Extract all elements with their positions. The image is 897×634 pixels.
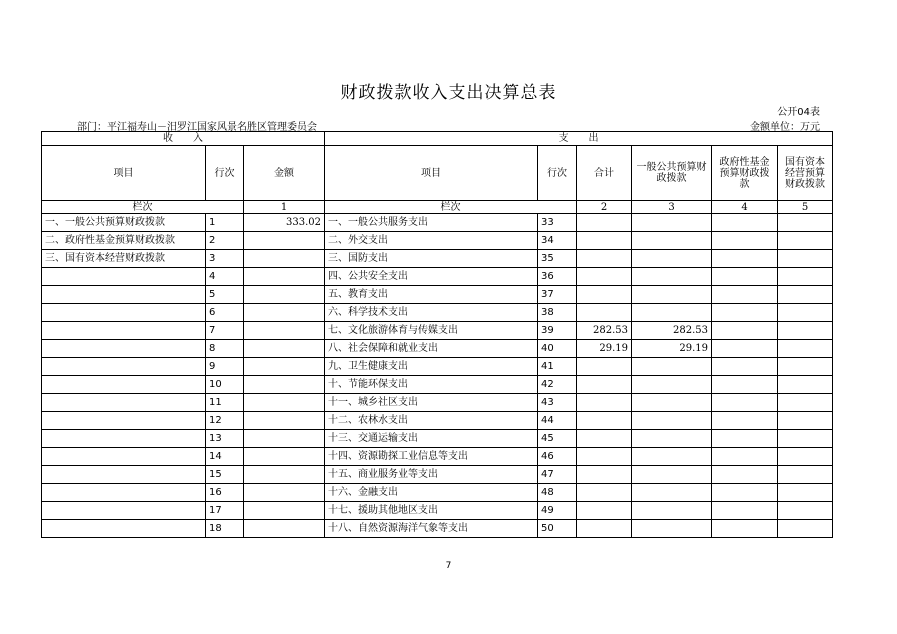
expense-line-cell: 40 [538, 340, 577, 358]
expense-item-cell: 十一、城乡社区支出 [325, 394, 538, 412]
expense-item-cell: 四、公共安全支出 [325, 268, 538, 286]
expense-line-cell: 43 [538, 394, 577, 412]
income-line-cell: 11 [206, 394, 244, 412]
income-amount-cell [244, 412, 325, 430]
fund-budget-cell [712, 448, 778, 466]
table-row [42, 304, 833, 322]
table-row [42, 412, 833, 430]
table-row [42, 232, 833, 250]
index-col-3: 3 [632, 201, 712, 214]
general-budget-cell: 29.19 [632, 340, 712, 358]
income-line-cell: 13 [206, 430, 244, 448]
income-line-cell: 2 [206, 232, 244, 250]
state-capital-cell [778, 340, 833, 358]
expense-total-cell [577, 304, 632, 322]
expense-total-cell [577, 394, 632, 412]
income-item-cell [42, 358, 206, 376]
table-row [42, 268, 833, 286]
state-capital-cell [778, 412, 833, 430]
table-row [42, 448, 833, 466]
expense-total-cell [577, 232, 632, 250]
table-row [42, 358, 833, 376]
table-row [42, 286, 833, 304]
expense-line-cell: 48 [538, 484, 577, 502]
expense-item-cell: 十八、自然资源海洋气象等支出 [325, 520, 538, 538]
income-line-cell: 12 [206, 412, 244, 430]
state-capital-cell [778, 484, 833, 502]
income-line-cell: 17 [206, 502, 244, 520]
general-budget-cell [632, 448, 712, 466]
fund-budget-cell [712, 304, 778, 322]
expense-total-cell [577, 268, 632, 286]
income-amount-cell [244, 232, 325, 250]
income-line-cell: 3 [206, 250, 244, 268]
fund-budget-cell [712, 376, 778, 394]
fund-budget-cell [712, 520, 778, 538]
expense-line-cell: 46 [538, 448, 577, 466]
table-row [42, 322, 833, 340]
table-row [42, 340, 833, 358]
income-item-cell [42, 304, 206, 322]
table-row [42, 376, 833, 394]
expense-item-cell: 十三、交通运输支出 [325, 430, 538, 448]
general-budget-cell [632, 466, 712, 484]
expense-line-cell: 41 [538, 358, 577, 376]
income-line-cell: 10 [206, 376, 244, 394]
income-amount-cell [244, 394, 325, 412]
expense-item-cell: 二、外交支出 [325, 232, 538, 250]
general-budget-cell [632, 394, 712, 412]
column-index-row [42, 201, 833, 214]
expense-section-header: 支 出 [325, 132, 833, 146]
expense-item-cell: 十六、金融支出 [325, 484, 538, 502]
expense-item-cell: 十七、援助其他地区支出 [325, 502, 538, 520]
general-budget-cell [632, 502, 712, 520]
fund-budget-cell [712, 466, 778, 484]
fund-budget-cell [712, 412, 778, 430]
state-capital-cell [778, 286, 833, 304]
income-line-cell: 5 [206, 286, 244, 304]
expense-total-cell [577, 214, 632, 232]
table-row [42, 214, 833, 232]
general-budget-cell [632, 358, 712, 376]
income-item-cell: 二、政府性基金预算财政拨款 [42, 232, 206, 250]
expense-line-header: 行次 [538, 146, 577, 201]
expense-total-cell [577, 466, 632, 484]
form-number: 公开04表 [777, 107, 820, 118]
table-row [42, 250, 833, 268]
table-row [42, 394, 833, 412]
fund-budget-cell [712, 286, 778, 304]
fund-budget-cell [712, 340, 778, 358]
department-label: 部门：平江福寿山－汨罗江国家风景名胜区管理委员会 [77, 122, 317, 133]
state-capital-cell [778, 466, 833, 484]
income-item-cell [42, 322, 206, 340]
general-budget-cell [632, 484, 712, 502]
income-amount-cell: 333.02 [244, 214, 325, 232]
income-amount-header: 金额 [244, 146, 325, 201]
fund-budget-cell [712, 484, 778, 502]
expense-item-cell: 三、国防支出 [325, 250, 538, 268]
state-capital-cell [778, 250, 833, 268]
income-item-cell [42, 430, 206, 448]
state-capital-cell [778, 376, 833, 394]
table-row [42, 430, 833, 448]
fund-budget-cell [712, 394, 778, 412]
expense-total-header: 合计 [577, 146, 632, 201]
fund-budget-cell [712, 232, 778, 250]
expense-line-cell: 35 [538, 250, 577, 268]
expense-total-cell [577, 520, 632, 538]
page-number: 7 [445, 561, 452, 571]
index-col-2: 2 [577, 201, 632, 214]
table-row [42, 502, 833, 520]
state-capital-cell [778, 304, 833, 322]
income-item-cell [42, 268, 206, 286]
expense-item-header: 项目 [325, 146, 538, 201]
expense-item-cell: 十、节能环保支出 [325, 376, 538, 394]
table-row [42, 484, 833, 502]
income-amount-cell [244, 358, 325, 376]
index-col-1: 1 [244, 201, 325, 214]
fund-budget-cell [712, 502, 778, 520]
income-section-header: 收 入 [42, 132, 325, 146]
expense-total-cell [577, 502, 632, 520]
expense-total-cell [577, 412, 632, 430]
state-capital-cell [778, 322, 833, 340]
summary-table [41, 131, 833, 538]
income-amount-cell [244, 502, 325, 520]
income-line-cell: 18 [206, 520, 244, 538]
income-index-label: 栏次 [42, 201, 244, 214]
index-col-4: 4 [712, 201, 778, 214]
income-item-cell [42, 412, 206, 430]
general-budget-cell [632, 412, 712, 430]
fund-budget-cell [712, 250, 778, 268]
table-row [42, 466, 833, 484]
state-capital-header: 国有资本经营预算财政拨款 [778, 146, 833, 201]
fund-budget-cell [712, 268, 778, 286]
income-item-cell: 三、国有资本经营财政拨款 [42, 250, 206, 268]
column-header-row [42, 146, 833, 201]
income-item-cell [42, 484, 206, 502]
income-item-cell [42, 340, 206, 358]
state-capital-cell [778, 268, 833, 286]
section-header-row [42, 132, 833, 146]
general-budget-cell [632, 232, 712, 250]
expense-line-cell: 34 [538, 232, 577, 250]
state-capital-cell [778, 232, 833, 250]
general-budget-header: 一般公共预算财政拨款 [632, 146, 712, 201]
fund-budget-cell [712, 430, 778, 448]
income-line-cell: 16 [206, 484, 244, 502]
income-amount-cell [244, 484, 325, 502]
fund-budget-cell [712, 358, 778, 376]
state-capital-cell [778, 394, 833, 412]
income-item-cell [42, 376, 206, 394]
income-line-cell: 9 [206, 358, 244, 376]
income-line-cell: 6 [206, 304, 244, 322]
income-line-cell: 1 [206, 214, 244, 232]
expense-total-cell: 282.53 [577, 322, 632, 340]
income-line-cell: 7 [206, 322, 244, 340]
expense-item-cell: 六、科学技术支出 [325, 304, 538, 322]
income-item-cell: 一、一般公共预算财政拨款 [42, 214, 206, 232]
state-capital-cell [778, 430, 833, 448]
income-amount-cell [244, 430, 325, 448]
expense-index-label: 栏次 [325, 201, 577, 214]
income-amount-cell [244, 466, 325, 484]
income-amount-cell [244, 304, 325, 322]
income-line-cell: 4 [206, 268, 244, 286]
expense-item-cell: 十二、农林水支出 [325, 412, 538, 430]
general-budget-cell [632, 520, 712, 538]
expense-item-cell: 十五、商业服务业等支出 [325, 466, 538, 484]
general-budget-cell: 282.53 [632, 322, 712, 340]
income-line-cell: 8 [206, 340, 244, 358]
income-line-cell: 14 [206, 448, 244, 466]
income-amount-cell [244, 250, 325, 268]
expense-line-cell: 45 [538, 430, 577, 448]
expense-item-cell: 一、一般公共服务支出 [325, 214, 538, 232]
expense-line-cell: 50 [538, 520, 577, 538]
state-capital-cell [778, 520, 833, 538]
expense-line-cell: 44 [538, 412, 577, 430]
index-col-5: 5 [778, 201, 833, 214]
expense-total-cell [577, 286, 632, 304]
income-item-cell [42, 394, 206, 412]
expense-line-cell: 39 [538, 322, 577, 340]
expense-line-cell: 47 [538, 466, 577, 484]
expense-total-cell [577, 430, 632, 448]
income-item-cell [42, 448, 206, 466]
expense-total-cell: 29.19 [577, 340, 632, 358]
expense-line-cell: 42 [538, 376, 577, 394]
general-budget-cell [632, 214, 712, 232]
expense-total-cell [577, 358, 632, 376]
expense-item-cell: 八、社会保障和就业支出 [325, 340, 538, 358]
expense-line-cell: 38 [538, 304, 577, 322]
income-amount-cell [244, 268, 325, 286]
state-capital-cell [778, 502, 833, 520]
expense-line-cell: 49 [538, 502, 577, 520]
fund-budget-cell [712, 322, 778, 340]
expense-item-cell: 五、教育支出 [325, 286, 538, 304]
expense-line-cell: 37 [538, 286, 577, 304]
income-line-cell: 15 [206, 466, 244, 484]
income-amount-cell [244, 322, 325, 340]
general-budget-cell [632, 268, 712, 286]
income-item-cell [42, 502, 206, 520]
income-item-cell [42, 520, 206, 538]
state-capital-cell [778, 448, 833, 466]
income-line-header: 行次 [206, 146, 244, 201]
unit-label: 金额单位：万元 [750, 122, 820, 133]
general-budget-cell [632, 304, 712, 322]
expense-item-cell: 九、卫生健康支出 [325, 358, 538, 376]
expense-line-cell: 36 [538, 268, 577, 286]
expense-item-cell: 七、文化旅游体育与传媒支出 [325, 322, 538, 340]
income-amount-cell [244, 448, 325, 466]
general-budget-cell [632, 250, 712, 268]
expense-line-cell: 33 [538, 214, 577, 232]
expense-total-cell [577, 376, 632, 394]
table-row [42, 520, 833, 538]
expense-item-cell: 十四、资源勘探工业信息等支出 [325, 448, 538, 466]
fund-budget-header: 政府性基金预算财政拨款 [712, 146, 778, 201]
income-item-header: 项目 [42, 146, 206, 201]
general-budget-cell [632, 286, 712, 304]
expense-total-cell [577, 250, 632, 268]
income-item-cell [42, 286, 206, 304]
income-amount-cell [244, 376, 325, 394]
general-budget-cell [632, 376, 712, 394]
income-amount-cell [244, 286, 325, 304]
income-item-cell [42, 466, 206, 484]
income-amount-cell [244, 520, 325, 538]
page-title: 财政拨款收入支出决算总表 [340, 83, 557, 103]
general-budget-cell [632, 430, 712, 448]
state-capital-cell [778, 214, 833, 232]
income-amount-cell [244, 340, 325, 358]
expense-total-cell [577, 448, 632, 466]
expense-total-cell [577, 484, 632, 502]
fund-budget-cell [712, 214, 778, 232]
state-capital-cell [778, 358, 833, 376]
